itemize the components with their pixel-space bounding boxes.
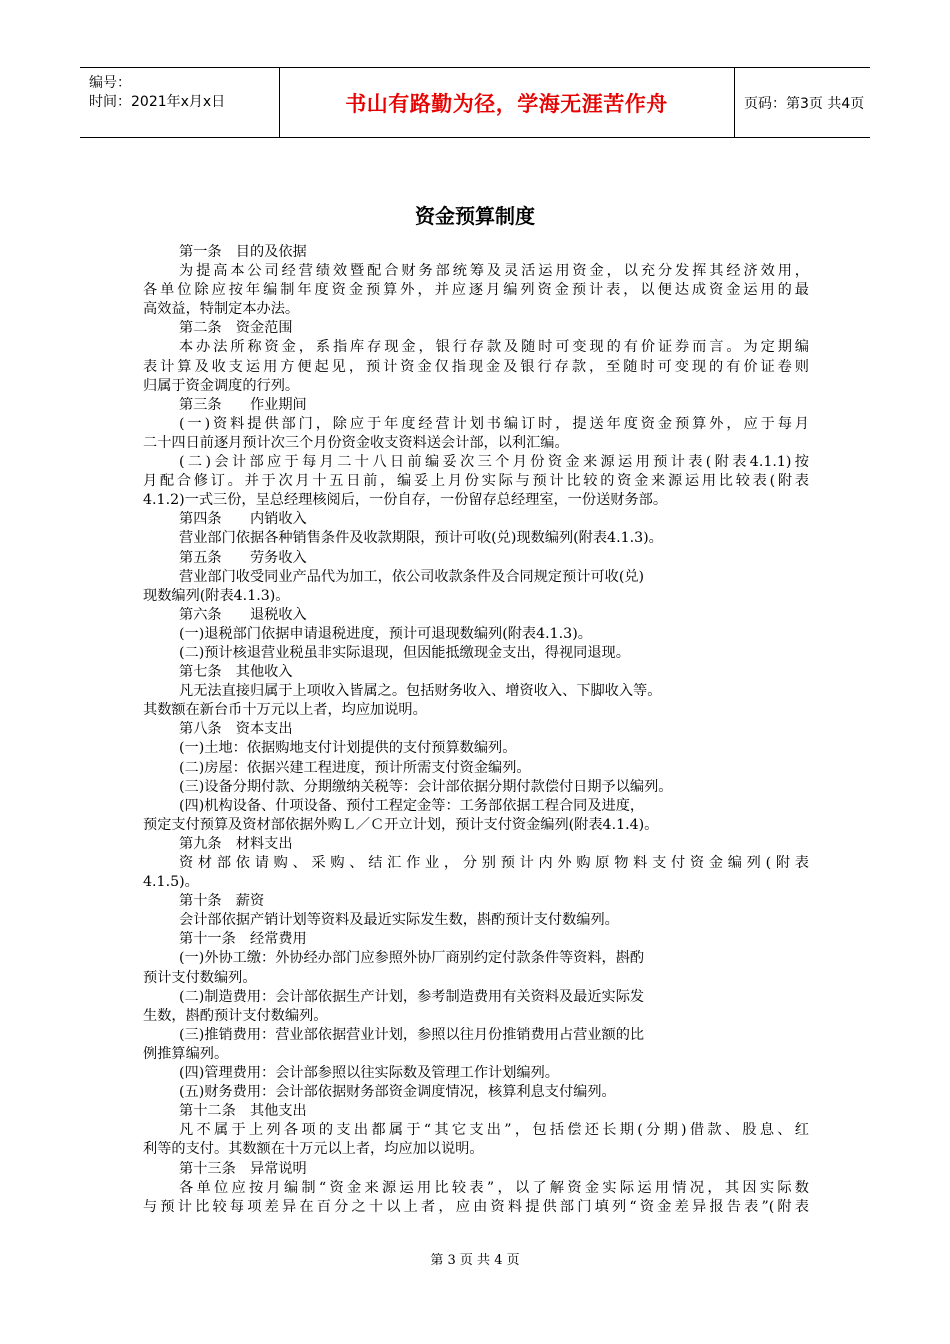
paragraph-line-indented: (四)管理费用：会计部参照以往实际数及管理工作计划编列。 bbox=[179, 1065, 559, 1082]
paragraph-line-indented: 第三条 作业期间 bbox=[179, 396, 307, 413]
paragraph-line: 各单位除应按年编制年度资金预算外，并应逐月编列资金预计表，以便达成资金运用的最 bbox=[143, 282, 809, 299]
paragraph-line-indented: (五)财务费用：会计部依据财务部资金调度情况，核算利息支付编列。 bbox=[179, 1084, 616, 1101]
paragraph-line-indented: (一)退税部门依据申请退税进度，预计可退现数编列(附表4.1.3)。 bbox=[179, 625, 592, 642]
document-body bbox=[143, 243, 809, 1217]
header-info-cell bbox=[80, 68, 280, 137]
paragraph-line-indented: 各单位应按月编制“资金来源运用比较表”，以了解资金实际运用情况，其因实际数 bbox=[179, 1179, 809, 1196]
paragraph-line: 4.1.2)一式三份，呈总经理核阅后，一份自存，一份留存总经理室，一份送财务部。 bbox=[143, 492, 668, 509]
paragraph-line-indented: (一)外协工缴：外协经办部门应参照外协厂商别约定付款条件等资料，斟酌 bbox=[179, 950, 645, 967]
paragraph-line: 4.1.5)。 bbox=[143, 874, 199, 891]
paragraph-line: 归属于资金调度的行列。 bbox=[143, 377, 300, 394]
paragraph-line-indented: 本办法所称资金，系指库存现金，银行存款及随时可变现的有价证券而言。为定期编 bbox=[179, 339, 809, 356]
paragraph-line-indented: 第十二条 其他支出 bbox=[179, 1103, 307, 1120]
paragraph-line-indented: 凡不属于上列各项的支出都属于“其它支出”，包括偿还长期(分期)借款、股息、红 bbox=[179, 1122, 809, 1139]
paragraph-line-indented: 第八条 资本支出 bbox=[179, 721, 293, 738]
paragraph-line-indented: 凡无法直接归属于上项收入皆属之。包括财务收入、增资收入、下脚收入等。 bbox=[179, 683, 662, 700]
page-footer: 第 3 页 共 4 页 bbox=[430, 1253, 520, 1268]
header-page-cell bbox=[735, 68, 870, 137]
paragraph-line: 高效益，特制定本办法。 bbox=[143, 301, 300, 318]
paragraph-line: 利等的支付。其数额在十万元以上者，均应加以说明。 bbox=[143, 1141, 484, 1158]
paragraph-line-indented: (一)资料提供部门，除应于年度经营计划书编订时，提送年度资金预算外，应于每月 bbox=[179, 415, 809, 432]
header-table bbox=[80, 67, 870, 138]
paragraph-line-indented: (一)土地：依据购地支付计划提供的支付预算数编列。 bbox=[179, 740, 517, 757]
header-page-label: 页码：第3页 共4页 bbox=[744, 95, 865, 112]
paragraph-line: 预计支付数编列。 bbox=[143, 969, 257, 986]
paragraph-line: 表计算及收支运用方便起见，预计资金仅指现金及银行存款，至随时可变现的有价证卷则 bbox=[143, 358, 809, 375]
paragraph-line-indented: 第七条 其他收入 bbox=[179, 664, 293, 681]
paragraph-line-indented: 资材部依请购、采购、结汇作业，分别预计内外购原物料支付资金编列(附表 bbox=[179, 855, 809, 871]
paragraph-line-indented: 第四条 内销收入 bbox=[179, 511, 307, 528]
paragraph-line: 现数编列(附表4.1.3)。 bbox=[143, 587, 290, 604]
paragraph-line: 月配合修订。并于次月十五日前，编妥上月份实际与预计比较的资金来源运用比较表(附表 bbox=[143, 473, 809, 490]
paragraph-line: 二十四日前逐月预计次三个月份资金收支资料送会计部，以利汇编。 bbox=[143, 434, 569, 451]
header-motto-cell bbox=[279, 68, 735, 137]
paragraph-line-indented: 第十一条 经常费用 bbox=[179, 931, 307, 948]
paragraph-line-indented: 第二条 资金范围 bbox=[179, 320, 293, 337]
paragraph-line-indented: 第六条 退税收入 bbox=[179, 606, 307, 623]
paragraph-line-indented: (二)房屋：依据兴建工程进度，预计所需支付资金编列。 bbox=[179, 759, 531, 776]
paragraph-line: 例推算编列。 bbox=[143, 1045, 229, 1062]
document-number-label: 编号： bbox=[89, 75, 131, 91]
header-motto: 书山有路勤为径，学海无涯苦作舟 bbox=[345, 91, 668, 116]
paragraph-line-indented: 第十条 薪资 bbox=[179, 893, 265, 910]
paragraph-line-indented: 第一条 目的及依据 bbox=[179, 244, 307, 260]
paragraph-line-indented: 会计部依据产销计划等资料及最近实际发生数，斟酌预计支付数编列。 bbox=[179, 912, 619, 929]
paragraph-line-indented: (二)制造费用：会计部依据生产计划，参考制造费用有关资料及最近实际发 bbox=[179, 988, 645, 1005]
paragraph-line: 生数，斟酌预计支付数编列。 bbox=[143, 1007, 328, 1024]
paragraph-line-indented: (三)设备分期付款、分期缴纳关税等：会计部依据分期付款偿付日期予以编列。 bbox=[179, 778, 673, 795]
paragraph-line-indented: 营业部门依据各种销售条件及收款期限，预计可收(兑)现数编列(附表4.1.3)。 bbox=[179, 530, 663, 547]
paragraph-line-indented: (四)机构设备、什项设备、预付工程定金等：工务部依据工程合同及进度， bbox=[179, 797, 645, 814]
document-time-label: 时间：2021年x月x日 bbox=[89, 94, 226, 110]
paragraph-line-indented: (二)会计部应于每月二十八日前编妥次三个月份资金来源运用预计表(附表4.1.1)按 bbox=[179, 454, 809, 471]
paragraph-line-indented: 为提高本公司经营绩效暨配合财务部统筹及灵活运用资金，以充分发挥其经济效用， bbox=[179, 263, 809, 280]
paragraph-line-indented: 营业部门收受同业产品代为加工，依公司收款条件及合同规定预计可收(兑) bbox=[179, 568, 645, 585]
paragraph-line-indented: 第五条 劳务收入 bbox=[179, 549, 307, 566]
document-title: 资金预算制度 bbox=[415, 204, 535, 228]
paragraph-line-indented: (三)推销费用：营业部依据营业计划，参照以往月份推销费用占营业额的比 bbox=[179, 1026, 645, 1043]
paragraph-line: 预定支付预算及资材部依据外购Ｌ／Ｃ开立计划，预计支付资金编列(附表4.1.4)。 bbox=[143, 816, 659, 833]
paragraph-line-indented: 第十三条 异常说明 bbox=[179, 1160, 307, 1177]
paragraph-line-indented: (二)预计核退营业税虽非实际退现，但因能抵缴现金支出，得视同退现。 bbox=[179, 644, 630, 661]
paragraph-line: 与预计比较每项差异在百分之十以上者，应由资料提供部门填列“资金差异报告表”(附表 bbox=[143, 1198, 809, 1215]
paragraph-line: 其数额在新台币十万元以上者，均应加说明。 bbox=[143, 702, 427, 719]
paragraph-line-indented: 第九条 材料支出 bbox=[179, 835, 293, 852]
